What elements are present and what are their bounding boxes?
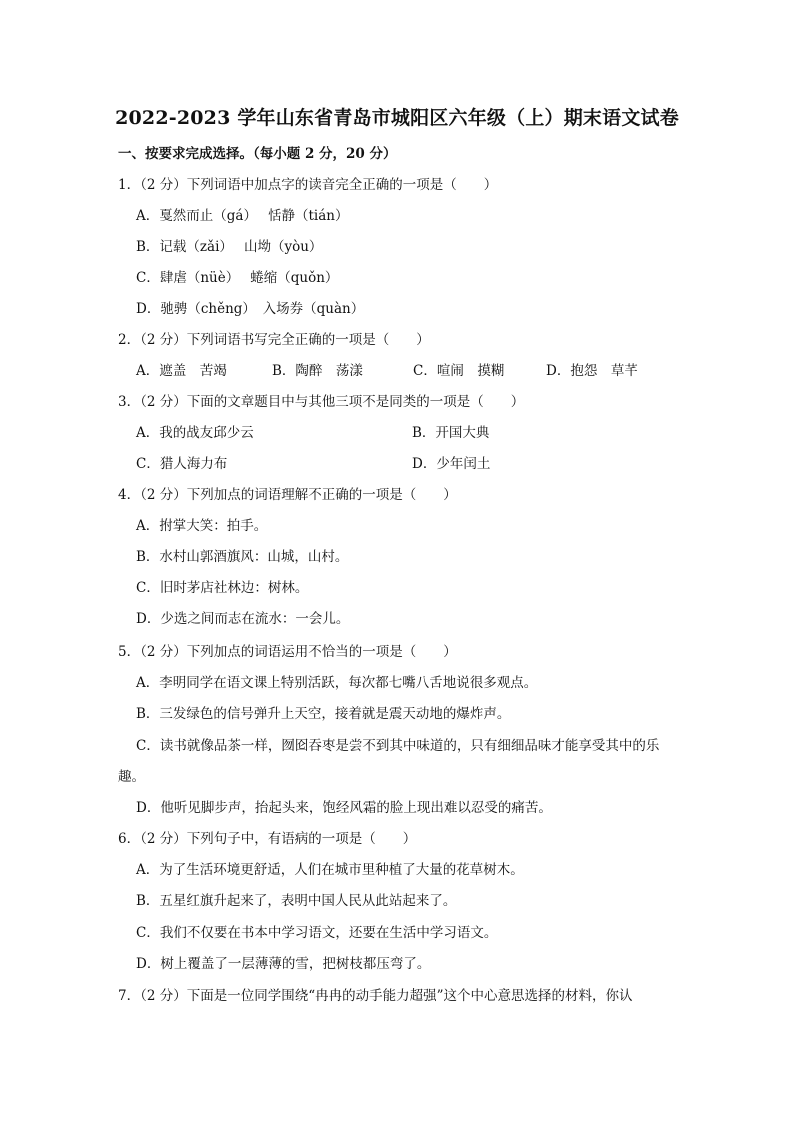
question-5-option-c-continued: 趣。 [118,769,145,785]
question-3-option-d: D．少年闰土 [412,456,491,472]
question-6-option-d: D．树上覆盖了一层薄薄的雪，把树枝都压弯了。 [136,956,431,972]
question-7-stem: 7．（2 分）下面是一位同学围绕“冉冉的动手能力超强”这个中心意思选择的材料，你认 [118,988,633,1004]
question-4-option-c: C．旧时茅店社林边：树林。 [136,580,309,596]
question-6-option-a: A．为了生活环境更舒适，人们在城市里种植了大量的花草树木。 [136,862,524,878]
section-heading: 一、按要求完成选择。（每小题 2 分，20 分） [118,146,397,162]
question-4-stem: 4．（2 分）下列加点的词语理解不正确的一项是（ ） [118,487,457,503]
question-3-option-b: B．开国大典 [412,425,490,441]
question-2-option-c: C．喧闹 摸糊 [413,363,505,379]
question-1-option-d: D．驰骋（chěng） 入场券（quàn） [136,301,365,317]
question-4-option-d: D．少选之间而志在流水：一会儿。 [136,611,350,627]
question-2-stem: 2．（2 分）下列词语书写完全正确的一项是（ ） [118,332,430,348]
question-1-option-b: B．记载（zǎi） 山坳（yòu） [136,239,323,255]
question-5-option-c: C．读书就像品茶一样，囫囵吞枣是尝不到其中味道的，只有细细品味才能享受其中的乐 [136,738,660,754]
question-6-stem: 6．（2 分）下列句子中，有语病的一项是（ ） [118,831,417,847]
question-3-option-a: A．我的战友邱少云 [136,425,254,441]
question-2-option-b: B．陶醉 荡漾 [272,363,363,379]
question-6-option-c: C．我们不仅要在书本中学习语文，还要在生活中学习语文。 [136,925,498,941]
question-4-option-a: A．拊掌大笑：拍手。 [136,518,268,534]
question-2-option-d: D．抱怨 草芊 [546,363,638,379]
question-5-option-b: B．三发绿色的信号弹升上天空，接着就是震天动地的爆炸声。 [136,706,511,722]
question-5-option-d: D．他听见脚步声，抬起头来，饱经风霜的脸上现出难以忍受的痛苦。 [136,800,552,816]
page-title: 2022-2023 学年山东省青岛市城阳区六年级（上）期末语文试卷 [115,107,679,129]
question-1-option-a: A．戛然而止（gá） 恬静（tián） [136,208,349,224]
question-2-option-a: A．遮盖 苦竭 [136,363,227,379]
question-5-stem: 5．（2 分）下列加点的词语运用不恰当的一项是（ ） [118,644,457,660]
question-1-stem: 1．（2 分）下列词语中加点字的读音完全正确的一项是（ ） [118,177,498,193]
question-3-stem: 3．（2 分）下面的文章题目中与其他三项不是同类的一项是（ ） [118,394,525,410]
question-5-option-a: A．李明同学在语文课上特别活跃，每次都七嘴八舌地说很多观点。 [136,675,538,691]
question-6-option-b: B．五星红旗升起来了，表明中国人民从此站起来了。 [136,893,457,909]
question-1-option-c: C．肆虐（nüè） 蜷缩（quǒn） [136,270,339,286]
question-3-option-c: C．猎人海力布 [136,456,228,472]
question-4-option-b: B．水村山郭酒旗风：山城，山村。 [136,549,349,565]
